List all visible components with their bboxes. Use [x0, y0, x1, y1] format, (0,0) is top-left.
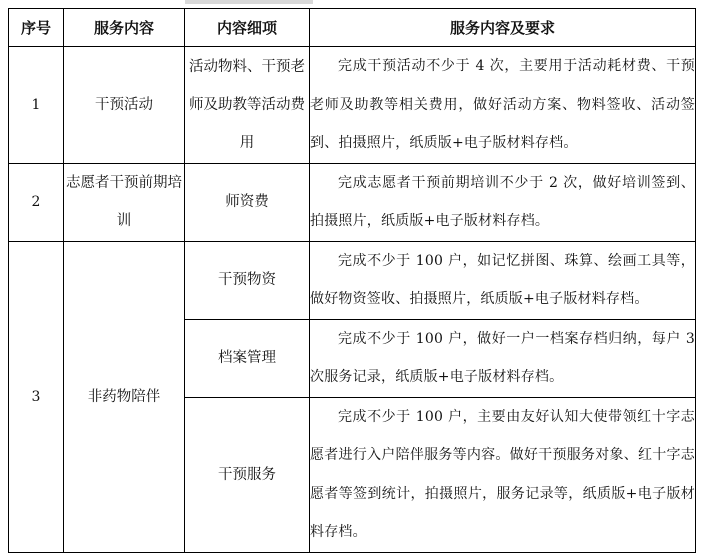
- row-content: 非药物陪伴: [64, 241, 185, 552]
- row-detail-text: 活动物料、干预老师及助教等活动费用: [189, 58, 305, 151]
- row-detail: 档案管理: [185, 319, 310, 397]
- header-requirement: 服务内容及要求: [310, 9, 696, 47]
- row-requirement: [310, 241, 696, 319]
- table-row: [9, 47, 696, 164]
- table-header-row: [9, 9, 696, 47]
- row-requirement: [310, 319, 696, 397]
- row-detail: [185, 47, 310, 164]
- row-detail: 师资费: [185, 163, 310, 241]
- row-seq: 2: [9, 163, 64, 241]
- header-detail: 内容细项: [185, 9, 310, 47]
- header-seq: 序号: [9, 9, 64, 47]
- row-requirement: [310, 47, 696, 164]
- row-requirement: [310, 163, 696, 241]
- row-requirement-text: 完成不少于 100 户，如记忆拼图、珠算、绘画工具等，做好物资签收、拍摄照片，纸质版+电子版材料存档。: [310, 252, 695, 307]
- row-detail: 干预服务: [185, 397, 310, 552]
- header-content: 服务内容: [64, 9, 185, 47]
- row-requirement-text: 完成干预活动不少于 4 次，主要用于活动耗材费、干预老师及助教等相关费用，做好活动方案、物料签收、活动签到、拍摄照片，纸质版+电子版材料存档。: [310, 58, 695, 151]
- row-requirement-text: 完成志愿者干预前期培训不少于 2 次，做好培训签到、拍摄照片，纸质版+电子版材料存档。: [310, 174, 695, 229]
- top-edge-strip: [185, 0, 313, 4]
- row-seq: 3: [9, 241, 64, 552]
- row-detail: 干预物资: [185, 241, 310, 319]
- row-seq: 1: [9, 47, 64, 164]
- row-content: 干预活动: [64, 47, 185, 164]
- row-requirement-text: 完成不少于 100 户，做好一户一档案存档归纳，每户 3 次服务记录，纸质版+电子版材料存档。: [310, 330, 695, 385]
- row-requirement: [310, 397, 696, 552]
- row-content: [64, 163, 185, 241]
- row-content-text: 志愿者干预前期培训: [66, 175, 182, 229]
- table-row: [9, 163, 696, 241]
- table-row: [9, 241, 696, 319]
- row-requirement-text: 完成不少于 100 户，主要由友好认知大使带领红十字志愿者进行入户陪伴服务等内容。做好干预服务对象、红十字志愿者等签到统计，拍摄照片，服务记录等，纸质版+电子版材料存档。: [310, 408, 695, 540]
- service-table: [8, 8, 696, 553]
